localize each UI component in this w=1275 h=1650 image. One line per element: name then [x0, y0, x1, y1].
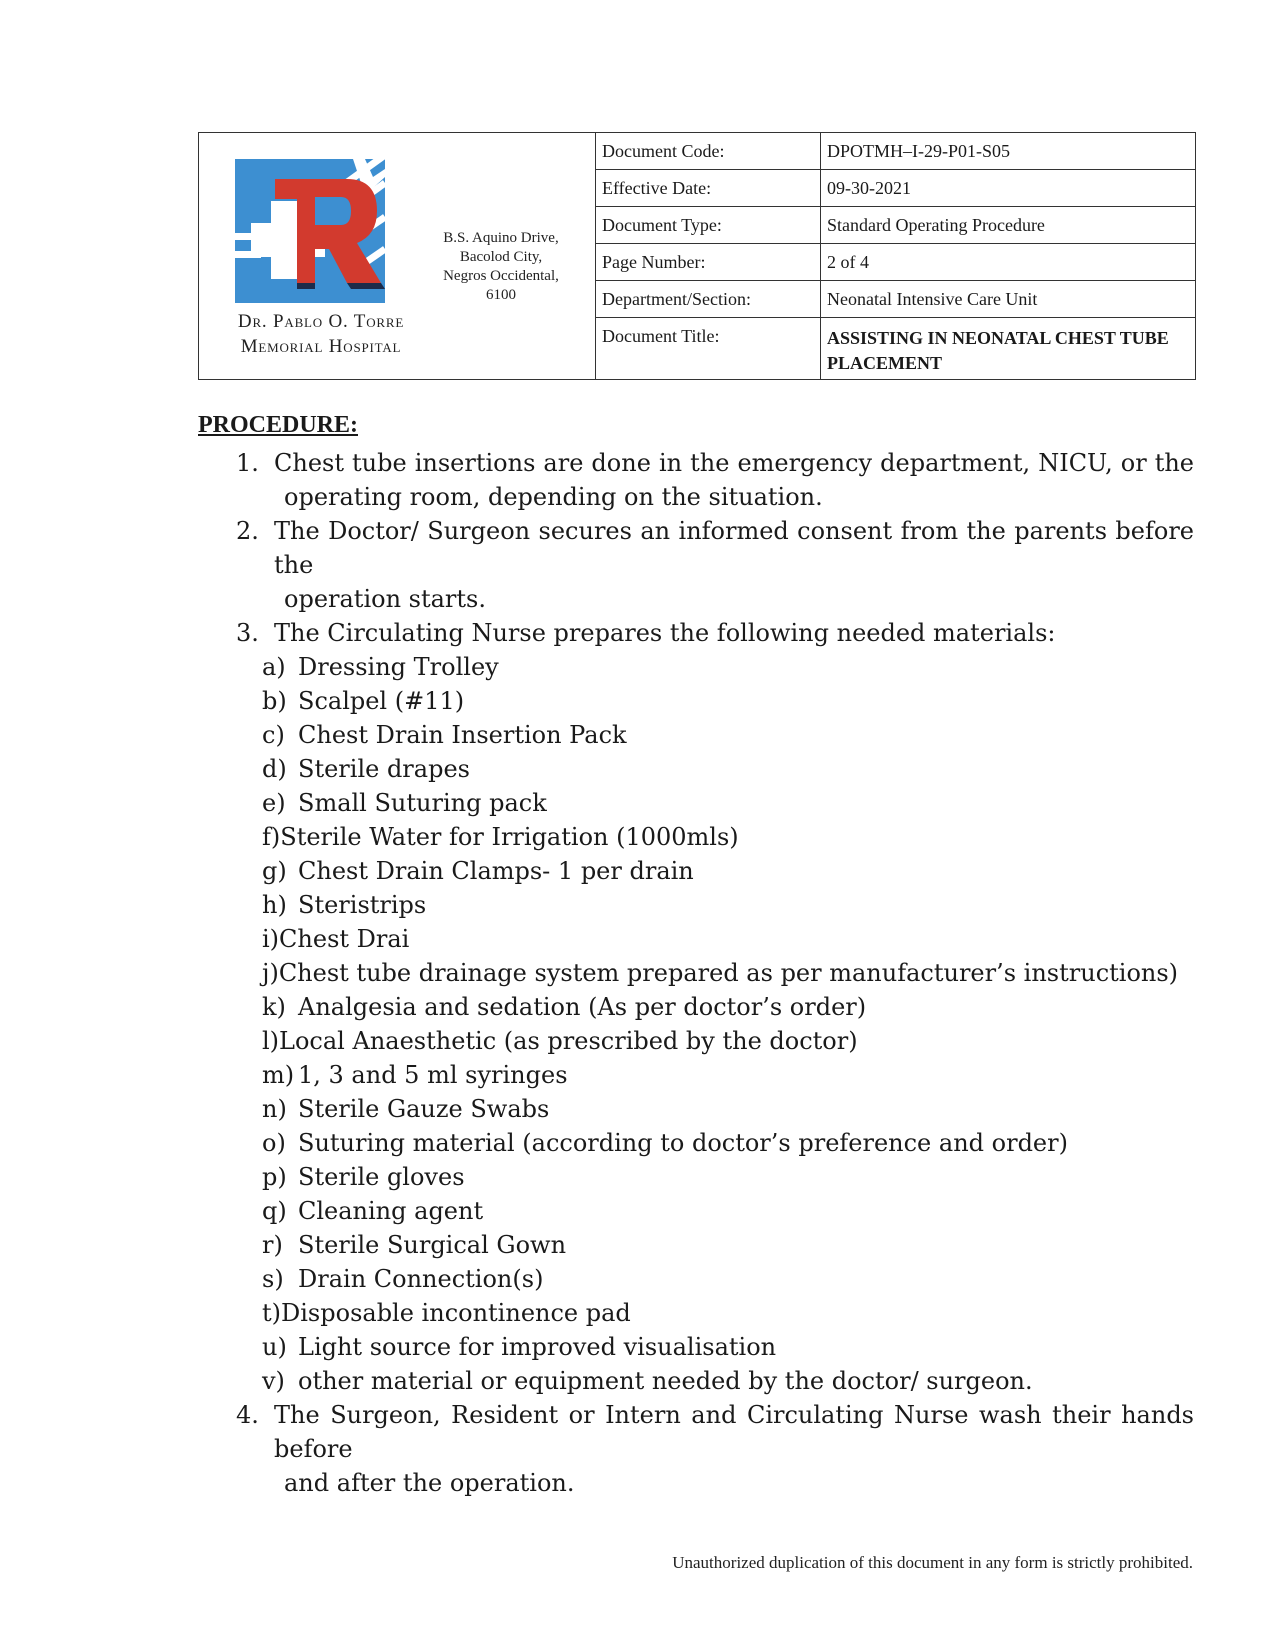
procedure-steps — [198, 446, 1194, 1500]
material-text: Sterile Surgical Gown — [298, 1231, 567, 1259]
info-label: Page Number: — [596, 244, 821, 280]
material-text: Analgesia and sedation (As per doctor’s order) — [298, 993, 867, 1021]
material-text: Disposable incontinence pad — [281, 1299, 631, 1327]
material-text: 1, 3 and 5 ml syringes — [298, 1061, 568, 1089]
procedure-step — [198, 1398, 1194, 1500]
address-line: Bacolod City, — [459, 249, 543, 265]
material-item — [262, 1228, 1194, 1262]
footer-notice: Unauthorized duplication of this document in any form is strictly prohibited. — [672, 1553, 1193, 1572]
material-item — [262, 1024, 1194, 1058]
material-text: Cleaning agent — [298, 1197, 484, 1225]
hospital-address — [431, 229, 571, 305]
info-label: Document Title: — [596, 318, 821, 379]
hospital-name — [211, 309, 431, 359]
hospital-name-line2: Memorial Hospital — [240, 336, 402, 357]
material-label: n) — [262, 1095, 287, 1123]
material-item — [262, 1296, 1194, 1330]
document-title: ASSISTING IN NEONATAL CHEST TUBE PLACEMENT — [827, 328, 1169, 373]
material-label: a) — [262, 653, 286, 681]
address-line: Negros Occidental, — [443, 268, 559, 284]
procedure-heading: PROCEDURE: — [198, 412, 358, 438]
material-text: other material or equipment needed by the doctor/ surgeon. — [298, 1367, 1033, 1395]
material-text: Local Anaesthetic (as prescribed by the doctor) — [279, 1027, 858, 1055]
procedure-step — [198, 446, 1194, 514]
info-row-department — [596, 281, 1195, 318]
material-item — [262, 1364, 1194, 1398]
info-label: Document Code: — [596, 133, 821, 169]
material-label: r) — [262, 1231, 283, 1259]
step-text: The Doctor/ Surgeon secures an informed consent from the parents before the — [274, 517, 1194, 579]
material-label: k) — [262, 993, 286, 1021]
hospital-name-line1: Dr. Pablo O. Torre — [237, 311, 405, 332]
material-item — [262, 956, 1194, 990]
step-text: Chest tube insertions are done in the emergency department, NICU, or the — [274, 449, 1194, 477]
material-item — [262, 786, 1194, 820]
material-text: Drain Connection(s) — [298, 1265, 544, 1293]
material-label: o) — [262, 1129, 286, 1157]
material-item — [262, 1058, 1194, 1092]
hospital-block — [199, 133, 596, 379]
material-item — [262, 1126, 1194, 1160]
material-item — [262, 1330, 1194, 1364]
material-label: l) — [262, 1027, 280, 1055]
material-label: m) — [262, 1061, 295, 1089]
material-text: Sterile gloves — [298, 1163, 465, 1191]
material-label: d) — [262, 755, 287, 783]
info-row-code — [596, 133, 1195, 170]
material-item — [262, 684, 1194, 718]
material-item — [262, 752, 1194, 786]
step-number: 1. — [236, 449, 259, 477]
material-text: Small Suturing pack — [298, 789, 547, 817]
material-text: Chest tube drainage system prepared as per manufacturer’s instructions) — [278, 959, 1179, 987]
material-text: Light source for improved visualisation — [298, 1333, 777, 1361]
material-item — [262, 922, 1194, 956]
material-text: Steristrips — [298, 891, 427, 919]
address-line: 6100 — [486, 287, 516, 303]
step-text: The Circulating Nurse prepares the following needed materials: — [274, 619, 1056, 647]
info-value: Standard Operating Procedure — [827, 215, 1045, 235]
material-text: Scalpel (#11) — [298, 687, 465, 715]
material-item — [262, 854, 1194, 888]
step-text-continued: operating room, depending on the situation. — [284, 483, 823, 511]
material-item — [262, 888, 1194, 922]
material-text: Chest Drain Insertion Pack — [298, 721, 627, 749]
procedure-step — [198, 616, 1194, 1398]
hospital-logo-icon — [235, 155, 395, 305]
step-text-continued: operation starts. — [284, 585, 486, 613]
material-item — [262, 1194, 1194, 1228]
material-text: Sterile Water for Irrigation (1000mls) — [280, 823, 739, 851]
material-item — [262, 990, 1194, 1024]
step-text-continued: and after the operation. — [284, 1469, 575, 1497]
material-label: t) — [262, 1299, 282, 1327]
material-label: h) — [262, 891, 287, 919]
info-value: Neonatal Intensive Care Unit — [827, 289, 1038, 309]
info-value: 09-30-2021 — [827, 178, 911, 198]
material-text: Suturing material (according to doctor’s preference and order) — [298, 1129, 1068, 1157]
material-item — [262, 650, 1194, 684]
material-item — [262, 718, 1194, 752]
material-item — [262, 1262, 1194, 1296]
info-label: Document Type: — [596, 207, 821, 243]
info-label: Effective Date: — [596, 170, 821, 206]
material-label: q) — [262, 1197, 287, 1225]
step-number: 2. — [236, 517, 259, 545]
material-label: f) — [262, 823, 281, 851]
document-header-table — [198, 132, 1196, 380]
material-label: i) — [262, 925, 280, 953]
procedure-step — [198, 514, 1194, 616]
address-line: B.S. Aquino Drive, — [443, 230, 559, 246]
material-item — [262, 820, 1194, 854]
info-value: DPOTMH–I-29-P01-S05 — [827, 141, 1011, 161]
info-row-type — [596, 207, 1195, 244]
material-label: g) — [262, 857, 287, 885]
material-label: s) — [262, 1265, 284, 1293]
step-number: 4. — [236, 1401, 259, 1429]
info-label: Department/Section: — [596, 281, 821, 317]
info-row-effective-date — [596, 170, 1195, 207]
material-label: e) — [262, 789, 286, 817]
materials-list — [262, 650, 1194, 1398]
step-number: 3. — [236, 619, 259, 647]
material-text: Chest Drai — [279, 925, 410, 953]
material-label: j) — [262, 959, 279, 987]
info-row-title — [596, 318, 1195, 379]
material-text: Chest Drain Clamps- 1 per drain — [298, 857, 694, 885]
info-row-page-number — [596, 244, 1195, 281]
material-text: Dressing Trolley — [298, 653, 499, 681]
document-info-grid — [596, 133, 1195, 379]
step-text: The Surgeon, Resident or Intern and Circulating Nurse wash their hands before — [274, 1401, 1194, 1463]
material-label: b) — [262, 687, 287, 715]
material-text: Sterile Gauze Swabs — [298, 1095, 550, 1123]
material-item — [262, 1092, 1194, 1126]
material-item — [262, 1160, 1194, 1194]
material-label: u) — [262, 1333, 287, 1361]
material-label: c) — [262, 721, 285, 749]
material-label: v) — [262, 1367, 285, 1395]
info-value: 2 of 4 — [827, 252, 869, 272]
material-label: p) — [262, 1163, 287, 1191]
material-text: Sterile drapes — [298, 755, 470, 783]
